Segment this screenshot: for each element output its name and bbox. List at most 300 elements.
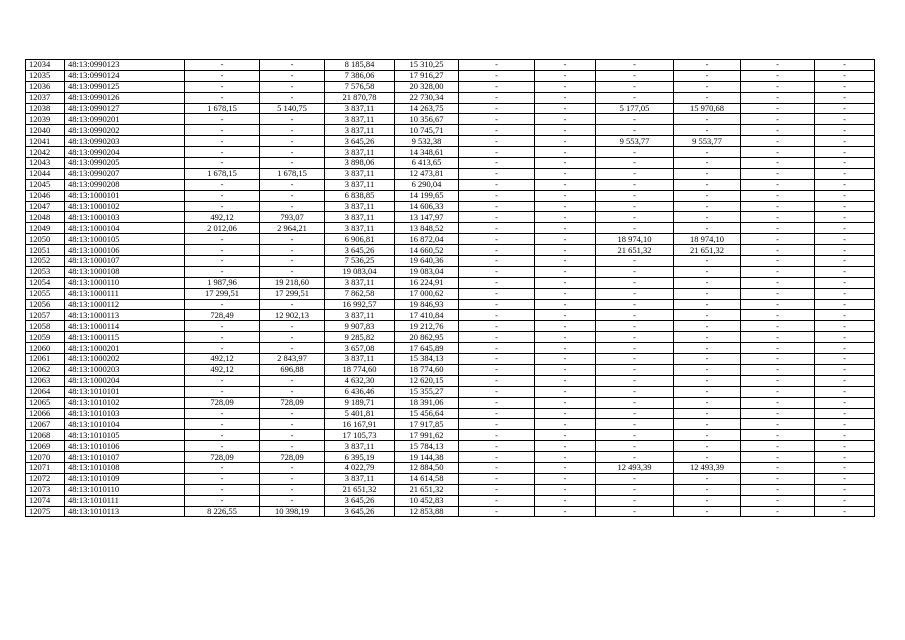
value-cell: - — [741, 92, 815, 103]
table-row — [26, 386, 875, 397]
value-cell: 17 299,51 — [260, 288, 325, 299]
value-cell: - — [741, 201, 815, 212]
value-cell: - — [535, 179, 596, 190]
value-cell: 12 473,81 — [395, 168, 459, 179]
value-cell: 19 083,04 — [395, 266, 459, 277]
table-row — [26, 430, 875, 441]
value-cell: - — [260, 441, 325, 452]
value-cell: - — [535, 212, 596, 223]
value-cell: - — [815, 212, 875, 223]
table-body — [26, 60, 875, 517]
cadastral-number-cell: 48:13:0990204 — [65, 147, 185, 158]
value-cell: - — [185, 375, 260, 386]
value-cell: - — [741, 158, 815, 169]
value-cell: - — [535, 158, 596, 169]
table-row — [26, 81, 875, 92]
value-cell: 3 837,11 — [325, 147, 395, 158]
cadastral-number-cell: 48:13:1000112 — [65, 299, 185, 310]
value-cell: - — [535, 495, 596, 506]
value-cell: 3 837,11 — [325, 223, 395, 234]
value-cell: - — [459, 92, 535, 103]
value-cell: 21 651,32 — [395, 484, 459, 495]
value-cell: - — [260, 343, 325, 354]
value-cell: - — [596, 386, 674, 397]
value-cell: - — [535, 223, 596, 234]
row-number-cell: 12046 — [26, 190, 65, 201]
value-cell: - — [815, 441, 875, 452]
value-cell: - — [185, 343, 260, 354]
value-cell: - — [260, 299, 325, 310]
cadastral-number-cell: 48:13:1010110 — [65, 484, 185, 495]
value-cell: - — [596, 419, 674, 430]
value-cell: - — [815, 136, 875, 147]
value-cell: - — [459, 168, 535, 179]
value-cell: 16 224,91 — [395, 277, 459, 288]
value-cell: 18 974,10 — [674, 234, 741, 245]
value-cell: - — [674, 266, 741, 277]
value-cell: - — [815, 179, 875, 190]
cadastral-number-cell: 48:13:1000108 — [65, 266, 185, 277]
value-cell: - — [674, 332, 741, 343]
table-row — [26, 70, 875, 81]
row-number-cell: 12045 — [26, 179, 65, 190]
value-cell: - — [815, 60, 875, 71]
value-cell: 21 870,78 — [325, 92, 395, 103]
value-cell: - — [535, 201, 596, 212]
value-cell: - — [741, 136, 815, 147]
value-cell: - — [535, 310, 596, 321]
value-cell: 6 906,81 — [325, 234, 395, 245]
value-cell: - — [815, 375, 875, 386]
value-cell: 7 536,25 — [325, 256, 395, 267]
row-number-cell: 12073 — [26, 484, 65, 495]
row-number-cell: 12061 — [26, 354, 65, 365]
value-cell: - — [459, 125, 535, 136]
value-cell: - — [815, 256, 875, 267]
value-cell: - — [535, 81, 596, 92]
value-cell: - — [596, 299, 674, 310]
table-row — [26, 288, 875, 299]
row-number-cell: 12059 — [26, 332, 65, 343]
table-row — [26, 168, 875, 179]
value-cell: 12 620,15 — [395, 375, 459, 386]
value-cell: - — [260, 256, 325, 267]
value-cell: 17 410,84 — [395, 310, 459, 321]
row-number-cell: 12049 — [26, 223, 65, 234]
table-row — [26, 419, 875, 430]
row-number-cell: 12053 — [26, 266, 65, 277]
value-cell: - — [741, 375, 815, 386]
value-cell: - — [815, 277, 875, 288]
table-row — [26, 103, 875, 114]
value-cell: - — [535, 473, 596, 484]
value-cell: 1 678,15 — [185, 168, 260, 179]
value-cell: - — [674, 299, 741, 310]
value-cell: - — [535, 321, 596, 332]
cadastral-number-cell: 48:13:1010113 — [65, 506, 185, 517]
value-cell: - — [815, 147, 875, 158]
cadastral-number-cell: 48:13:1000107 — [65, 256, 185, 267]
value-cell: - — [674, 168, 741, 179]
value-cell: 18 974,10 — [596, 234, 674, 245]
value-cell: - — [674, 92, 741, 103]
value-cell: 16 872,04 — [395, 234, 459, 245]
value-cell: - — [260, 266, 325, 277]
value-cell: - — [596, 168, 674, 179]
value-cell: - — [459, 212, 535, 223]
value-cell: - — [674, 473, 741, 484]
value-cell: 2 012,06 — [185, 223, 260, 234]
table-row — [26, 212, 875, 223]
value-cell: - — [815, 201, 875, 212]
value-cell: 9 532,38 — [395, 136, 459, 147]
value-cell: - — [741, 277, 815, 288]
cadastral-number-cell: 48:13:0990203 — [65, 136, 185, 147]
table-row — [26, 266, 875, 277]
value-cell: - — [459, 354, 535, 365]
table-row — [26, 277, 875, 288]
value-cell: 492,12 — [185, 364, 260, 375]
value-cell: - — [596, 321, 674, 332]
data-table — [25, 59, 875, 517]
value-cell: - — [185, 332, 260, 343]
value-cell: - — [741, 386, 815, 397]
table-row — [26, 299, 875, 310]
value-cell: 5 177,05 — [596, 103, 674, 114]
value-cell: - — [815, 190, 875, 201]
cadastral-number-cell: 48:13:1010109 — [65, 473, 185, 484]
value-cell: - — [535, 114, 596, 125]
value-cell: - — [741, 310, 815, 321]
value-cell: - — [459, 452, 535, 463]
value-cell: 15 355,27 — [395, 386, 459, 397]
value-cell: 1 678,15 — [260, 168, 325, 179]
value-cell: - — [185, 60, 260, 71]
value-cell: - — [815, 234, 875, 245]
value-cell: - — [185, 201, 260, 212]
cadastral-number-cell: 48:13:1000204 — [65, 375, 185, 386]
value-cell: - — [459, 375, 535, 386]
value-cell: - — [741, 223, 815, 234]
value-cell: - — [260, 190, 325, 201]
value-cell: - — [185, 125, 260, 136]
value-cell: - — [741, 179, 815, 190]
table-row — [26, 332, 875, 343]
value-cell: - — [535, 430, 596, 441]
value-cell: - — [596, 441, 674, 452]
table-row — [26, 92, 875, 103]
value-cell: 728,09 — [260, 397, 325, 408]
value-cell: - — [596, 343, 674, 354]
value-cell: - — [535, 234, 596, 245]
cadastral-number-cell: 48:13:1000203 — [65, 364, 185, 375]
value-cell: 3 645,26 — [325, 245, 395, 256]
value-cell: - — [459, 495, 535, 506]
value-cell: 793,07 — [260, 212, 325, 223]
cadastral-number-cell: 48:13:0990126 — [65, 92, 185, 103]
value-cell: 1 987,96 — [185, 277, 260, 288]
value-cell: 18 391,06 — [395, 397, 459, 408]
value-cell: - — [535, 288, 596, 299]
value-cell: - — [741, 299, 815, 310]
value-cell: - — [741, 212, 815, 223]
value-cell: - — [815, 452, 875, 463]
cadastral-number-cell: 48:13:0990124 — [65, 70, 185, 81]
value-cell: - — [674, 114, 741, 125]
value-cell: - — [674, 430, 741, 441]
value-cell: - — [260, 70, 325, 81]
value-cell: - — [674, 81, 741, 92]
value-cell: - — [741, 364, 815, 375]
value-cell: 3 837,11 — [325, 201, 395, 212]
value-cell: - — [674, 60, 741, 71]
value-cell: - — [260, 332, 325, 343]
value-cell: 9 553,77 — [596, 136, 674, 147]
value-cell: 17 645,89 — [395, 343, 459, 354]
value-cell: - — [185, 114, 260, 125]
row-number-cell: 12056 — [26, 299, 65, 310]
value-cell: 18 774,60 — [325, 364, 395, 375]
value-cell: 20 328,00 — [395, 81, 459, 92]
value-cell: - — [260, 92, 325, 103]
value-cell: 9 189,71 — [325, 397, 395, 408]
value-cell: - — [741, 234, 815, 245]
table-row — [26, 201, 875, 212]
value-cell: - — [815, 288, 875, 299]
value-cell: - — [815, 506, 875, 517]
value-cell: 2 964,21 — [260, 223, 325, 234]
table-row — [26, 441, 875, 452]
value-cell: - — [596, 92, 674, 103]
cadastral-number-cell: 48:13:1010104 — [65, 419, 185, 430]
value-cell: - — [815, 158, 875, 169]
value-cell: 19 640,36 — [395, 256, 459, 267]
value-cell: - — [674, 310, 741, 321]
value-cell: - — [185, 321, 260, 332]
row-number-cell: 12057 — [26, 310, 65, 321]
value-cell: - — [741, 397, 815, 408]
table-row — [26, 179, 875, 190]
value-cell: - — [185, 430, 260, 441]
value-cell: 3 837,11 — [325, 212, 395, 223]
value-cell: 10 745,71 — [395, 125, 459, 136]
value-cell: - — [674, 484, 741, 495]
value-cell: - — [815, 473, 875, 484]
cadastral-number-cell: 48:13:0990208 — [65, 179, 185, 190]
value-cell: 21 651,32 — [325, 484, 395, 495]
cadastral-number-cell: 48:13:0990127 — [65, 103, 185, 114]
value-cell: - — [535, 136, 596, 147]
value-cell: - — [535, 364, 596, 375]
value-cell: 10 356,67 — [395, 114, 459, 125]
value-cell: - — [741, 245, 815, 256]
cadastral-number-cell: 48:13:1000110 — [65, 277, 185, 288]
value-cell: - — [185, 179, 260, 190]
value-cell: - — [535, 484, 596, 495]
value-cell: - — [535, 462, 596, 473]
row-number-cell: 12055 — [26, 288, 65, 299]
value-cell: 6 395,19 — [325, 452, 395, 463]
value-cell: 14 606,33 — [395, 201, 459, 212]
value-cell: - — [459, 441, 535, 452]
value-cell: - — [674, 288, 741, 299]
value-cell: - — [185, 419, 260, 430]
value-cell: - — [185, 158, 260, 169]
value-cell: 3 645,26 — [325, 495, 395, 506]
value-cell: - — [596, 495, 674, 506]
row-number-cell: 12041 — [26, 136, 65, 147]
value-cell: 21 651,32 — [674, 245, 741, 256]
value-cell: - — [185, 266, 260, 277]
value-cell: - — [815, 332, 875, 343]
value-cell: 17 991,62 — [395, 430, 459, 441]
value-cell: 13 147,97 — [395, 212, 459, 223]
row-number-cell: 12054 — [26, 277, 65, 288]
cadastral-number-cell: 48:13:1000114 — [65, 321, 185, 332]
table-row — [26, 190, 875, 201]
row-number-cell: 12066 — [26, 408, 65, 419]
row-number-cell: 12048 — [26, 212, 65, 223]
value-cell: 19 083,04 — [325, 266, 395, 277]
value-cell: - — [596, 473, 674, 484]
value-cell: - — [674, 343, 741, 354]
cadastral-number-cell: 48:13:0990205 — [65, 158, 185, 169]
value-cell: - — [741, 114, 815, 125]
value-cell: - — [185, 234, 260, 245]
value-cell: 16 167,91 — [325, 419, 395, 430]
value-cell: 18 774,60 — [395, 364, 459, 375]
value-cell: 6 290,04 — [395, 179, 459, 190]
value-cell: - — [185, 256, 260, 267]
value-cell: - — [674, 408, 741, 419]
value-cell: 9 553,77 — [674, 136, 741, 147]
row-number-cell: 12034 — [26, 60, 65, 71]
value-cell: - — [674, 147, 741, 158]
value-cell: 14 348,61 — [395, 147, 459, 158]
value-cell: - — [741, 256, 815, 267]
value-cell: - — [741, 288, 815, 299]
row-number-cell: 12051 — [26, 245, 65, 256]
value-cell: 728,09 — [185, 452, 260, 463]
value-cell: - — [674, 375, 741, 386]
value-cell: - — [674, 364, 741, 375]
value-cell: - — [596, 397, 674, 408]
table-row — [26, 321, 875, 332]
row-number-cell: 12038 — [26, 103, 65, 114]
value-cell: 5 401,81 — [325, 408, 395, 419]
value-cell: - — [674, 397, 741, 408]
table-row — [26, 462, 875, 473]
value-cell: - — [535, 354, 596, 365]
cadastral-number-cell: 48:13:1000113 — [65, 310, 185, 321]
value-cell: - — [815, 266, 875, 277]
value-cell: - — [459, 430, 535, 441]
value-cell: - — [260, 375, 325, 386]
value-cell: - — [260, 201, 325, 212]
value-cell: 3 837,11 — [325, 354, 395, 365]
value-cell: - — [741, 190, 815, 201]
cadastral-number-cell: 48:13:1000111 — [65, 288, 185, 299]
value-cell: 15 784,13 — [395, 441, 459, 452]
value-cell: - — [260, 473, 325, 484]
cadastral-number-cell: 48:13:1010111 — [65, 495, 185, 506]
row-number-cell: 12050 — [26, 234, 65, 245]
value-cell: - — [260, 408, 325, 419]
value-cell: 1 678,15 — [185, 103, 260, 114]
row-number-cell: 12058 — [26, 321, 65, 332]
value-cell: - — [741, 495, 815, 506]
value-cell: - — [185, 92, 260, 103]
row-number-cell: 12043 — [26, 158, 65, 169]
value-cell: - — [535, 386, 596, 397]
value-cell: 2 843,97 — [260, 354, 325, 365]
value-cell: - — [260, 179, 325, 190]
value-cell: - — [535, 245, 596, 256]
value-cell: - — [260, 462, 325, 473]
value-cell: - — [535, 147, 596, 158]
value-cell: - — [459, 277, 535, 288]
value-cell: - — [815, 223, 875, 234]
value-cell: 10 398,19 — [260, 506, 325, 517]
value-cell: 14 263,75 — [395, 103, 459, 114]
value-cell: - — [459, 147, 535, 158]
value-cell: 10 452,83 — [395, 495, 459, 506]
value-cell: - — [815, 125, 875, 136]
cadastral-number-cell: 48:13:0990207 — [65, 168, 185, 179]
row-number-cell: 12037 — [26, 92, 65, 103]
value-cell: 3 837,11 — [325, 125, 395, 136]
value-cell: - — [815, 114, 875, 125]
value-cell: 19 846,93 — [395, 299, 459, 310]
value-cell: - — [459, 484, 535, 495]
row-number-cell: 12044 — [26, 168, 65, 179]
value-cell: 3 837,11 — [325, 168, 395, 179]
value-cell: - — [815, 321, 875, 332]
value-cell: 3 657,08 — [325, 343, 395, 354]
cadastral-number-cell: 48:13:1010103 — [65, 408, 185, 419]
value-cell: - — [459, 288, 535, 299]
value-cell: - — [741, 473, 815, 484]
value-cell: - — [815, 364, 875, 375]
value-cell: - — [741, 81, 815, 92]
row-number-cell: 12068 — [26, 430, 65, 441]
value-cell: - — [185, 441, 260, 452]
value-cell: 15 384,13 — [395, 354, 459, 365]
row-number-cell: 12074 — [26, 495, 65, 506]
value-cell: - — [459, 60, 535, 71]
value-cell: - — [596, 332, 674, 343]
value-cell: - — [596, 354, 674, 365]
value-cell: - — [459, 462, 535, 473]
value-cell: - — [815, 430, 875, 441]
value-cell: - — [741, 419, 815, 430]
value-cell: 8 185,84 — [325, 60, 395, 71]
value-cell: 4 022,79 — [325, 462, 395, 473]
value-cell: - — [815, 299, 875, 310]
value-cell: 15 310,25 — [395, 60, 459, 71]
cadastral-number-cell: 48:13:1010102 — [65, 397, 185, 408]
value-cell: - — [459, 190, 535, 201]
value-cell: - — [260, 234, 325, 245]
value-cell: - — [459, 136, 535, 147]
value-cell: - — [459, 321, 535, 332]
value-cell: 3 837,11 — [325, 114, 395, 125]
cadastral-number-cell: 48:13:1000115 — [65, 332, 185, 343]
value-cell: - — [815, 484, 875, 495]
table-row — [26, 60, 875, 71]
row-number-cell: 12075 — [26, 506, 65, 517]
value-cell: 7 862,58 — [325, 288, 395, 299]
